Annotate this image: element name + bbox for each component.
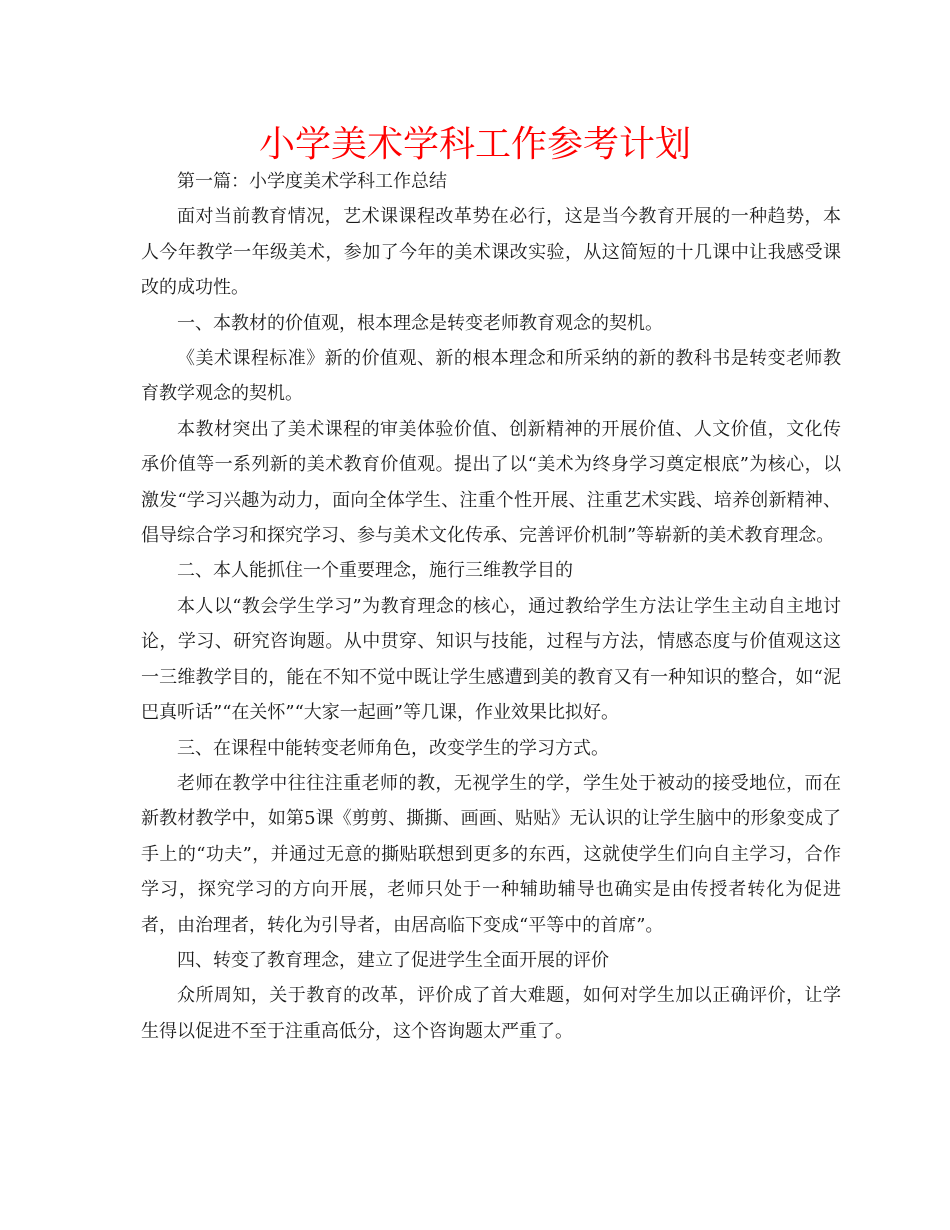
section-heading-one: 一、本教材的价值观，根本理念是转变老师教育观念的契机。 — [177, 312, 663, 334]
paragraph-standards: 《美术课程标准》新的价值观、新的根本理念和所采纳的新的教科书是转变老师教育教学观念的契机。 — [141, 348, 841, 405]
paragraph-three-dimensional: 本人以“教会学生学习”为教育理念的核心，通过教给学生方法让学生主动自主地讨论，学习、研究咨询题。从中贯穿、知识与技能，过程与方法，情感态度与价值观这这一三维教学目的，能在不知不觉中既让学生感遭到美的教育又有一种知识的整合，如“泥巴真听话”“在关怀”“大家一起画”等几课，作业效果比拟好。 — [141, 595, 841, 724]
section-heading-three: 三、在课程中能转变老师角色，改变学生的学习方式。 — [177, 737, 609, 759]
document-title: 小学美术学科工作参考计划 — [258, 124, 691, 165]
paragraph-intro: 面对当前教育情况，艺术课课程改革势在必行，这是当今教育开展的一种趋势，本人今年教学一年级美术，参加了今年的美术课改实验，从这简短的十几课中让我感受课改的成功性。 — [141, 206, 841, 299]
section-heading-two: 二、本人能抓住一个重要理念，施行三维教学目的 — [177, 560, 573, 582]
section-heading-four: 四、转变了教育理念，建立了促进学生全面开展的评价 — [177, 949, 609, 971]
document-body — [141, 164, 841, 1049]
paragraph-values: 本教材突出了美术课程的审美体验价值、创新精神的开展价值、人文价值，文化传承价值等一系列新的美术教育价值观。提出了以“美术为终身学习奠定根底”为核心，以激发“学习兴趣为动力，面向全体学生、注重个性开展、注重艺术实践、培养创新精神、倡导综合学习和探究学习、参与美术文化传承、完善评价机制”等崭新的美术教育理念。 — [141, 418, 841, 547]
paragraph-evaluation: 众所周知，关于教育的改革，评价成了首大难题，如何对学生加以正确评价，让学生得以促进不至于注重高低分，这个咨询题太严重了。 — [141, 985, 841, 1042]
section-heading-first: 第一篇：小学度美术学科工作总结 — [177, 171, 447, 192]
paragraph-teacher-role: 老师在教学中往往注重老师的教，无视学生的学，学生处于被动的接受地位，而在新教材教学中，如第5课《剪剪、撕撕、画画、贴贴》无认识的让学生脑中的形象变成了手上的“功夫”，并通过无意的撕贴联想到更多的东西，这就使学生们向自主学习，合作学习，探究学习的方向开展，老师只处于一种辅助辅导也确实是由传授者转化为促进者，由治理者，转化为引导者，由居高临下变成“平等中的首席”。 — [141, 772, 841, 936]
